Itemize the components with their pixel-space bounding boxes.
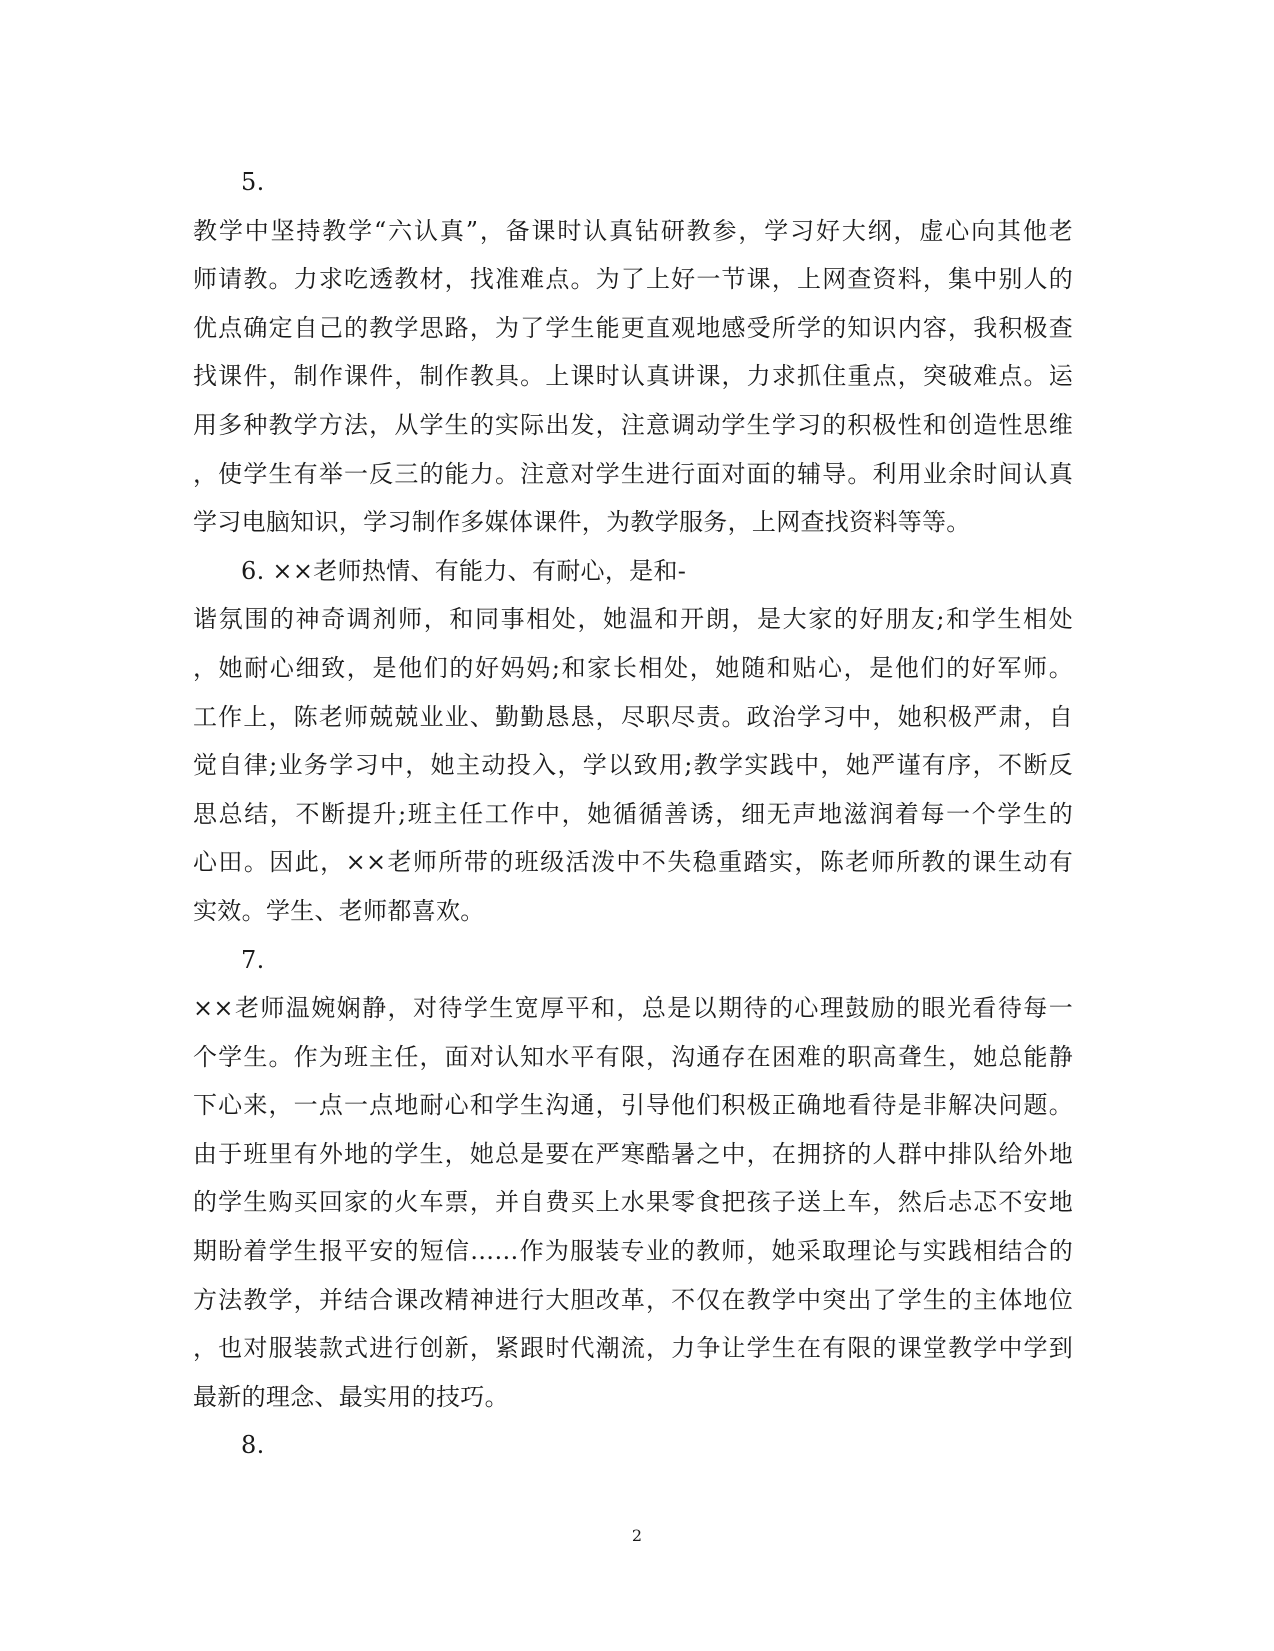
text-line: 教学中坚持教学“六认真”，备课时认真钻研教参，学习好大纲，虚心向其他老 (193, 216, 1073, 245)
text-line: 心田。因此，××老师所带的班级活泼中不失稳重踏实，陈老师所教的课生动有 (193, 848, 1073, 877)
text-line: 实效。学生、老师都喜欢。 (193, 896, 485, 925)
text-line: 5. (241, 168, 265, 196)
text-line: ××老师温婉娴静，对待学生宽厚平和，总是以期待的心理鼓励的眼光看待每一 (193, 994, 1073, 1023)
text-line: ，她耐心细致，是他们的好妈妈;和家长相处，她随和贴心，是他们的好军师。 (193, 653, 1073, 682)
text-line: 觉自律;业务学习中，她主动投入，学以致用;教学实践中，她严谨有序，不断反 (193, 751, 1073, 780)
text-line: ，也对服装款式进行创新，紧跟时代潮流，力争让学生在有限的课堂教学中学到 (193, 1334, 1073, 1363)
text-line: 由于班里有外地的学生，她总是要在严寒酷暑之中，在拥挤的人群中排队给外地 (193, 1139, 1073, 1168)
text-line: 优点确定自己的教学思路，为了学生能更直观地感受所学的知识内容，我积极查 (193, 313, 1073, 342)
text-line: 最新的理念、最实用的技巧。 (193, 1382, 509, 1411)
body-text (193, 158, 1073, 1470)
page-number: 2 (631, 1526, 643, 1545)
text-line: 学习电脑知识，学习制作多媒体课件，为教学服务，上网查找资料等等。 (193, 508, 971, 537)
text-line: 谐氛围的神奇调剂师，和同事相处，她温和开朗，是大家的好朋友;和学生相处 (193, 605, 1073, 634)
text-line: 找课件，制作课件，制作教具。上课时认真讲课，力求抓住重点，突破难点。运 (193, 362, 1073, 391)
text-line: 思总结，不断提升;班主任工作中，她循循善诱，细无声地滋润着每一个学生的 (193, 799, 1073, 828)
text-line: 工作上，陈老师兢兢业业、勤勤恳恳，尽职尽责。政治学习中，她积极严肃，自 (193, 702, 1073, 731)
text-line: 8. (241, 1431, 265, 1460)
text-line: 方法教学，并结合课改精神进行大胆改革，不仅在教学中突出了学生的主体地位 (193, 1285, 1073, 1314)
text-line: 7. (241, 945, 265, 974)
text-line: 用多种教学方法，从学生的实际出发，注意调动学生学习的积极性和创造性思维 (193, 410, 1073, 439)
text-line: 个学生。作为班主任，面对认知水平有限，沟通存在困难的职高聋生，她总能静 (193, 1042, 1073, 1071)
text-line: 师请教。力求吃透教材，找准难点。为了上好一节课，上网查资料，集中别人的 (193, 265, 1073, 294)
text-line: 期盼着学生报平安的短信……作为服装专业的教师，她采取理论与实践相结合的 (193, 1237, 1073, 1266)
text-line: 的学生购买回家的火车票，并自费买上水果零食把孩子送上车，然后忐忑不安地 (193, 1188, 1073, 1217)
text-line: 下心来，一点一点地耐心和学生沟通，引导他们积极正确地看待是非解决问题。 (193, 1091, 1073, 1120)
text-line: 6. ××老师热情、有能力、有耐心，是和- (241, 556, 687, 585)
text-line: ，使学生有举一反三的能力。注意对学生进行面对面的辅导。利用业余时间认真 (193, 459, 1073, 488)
